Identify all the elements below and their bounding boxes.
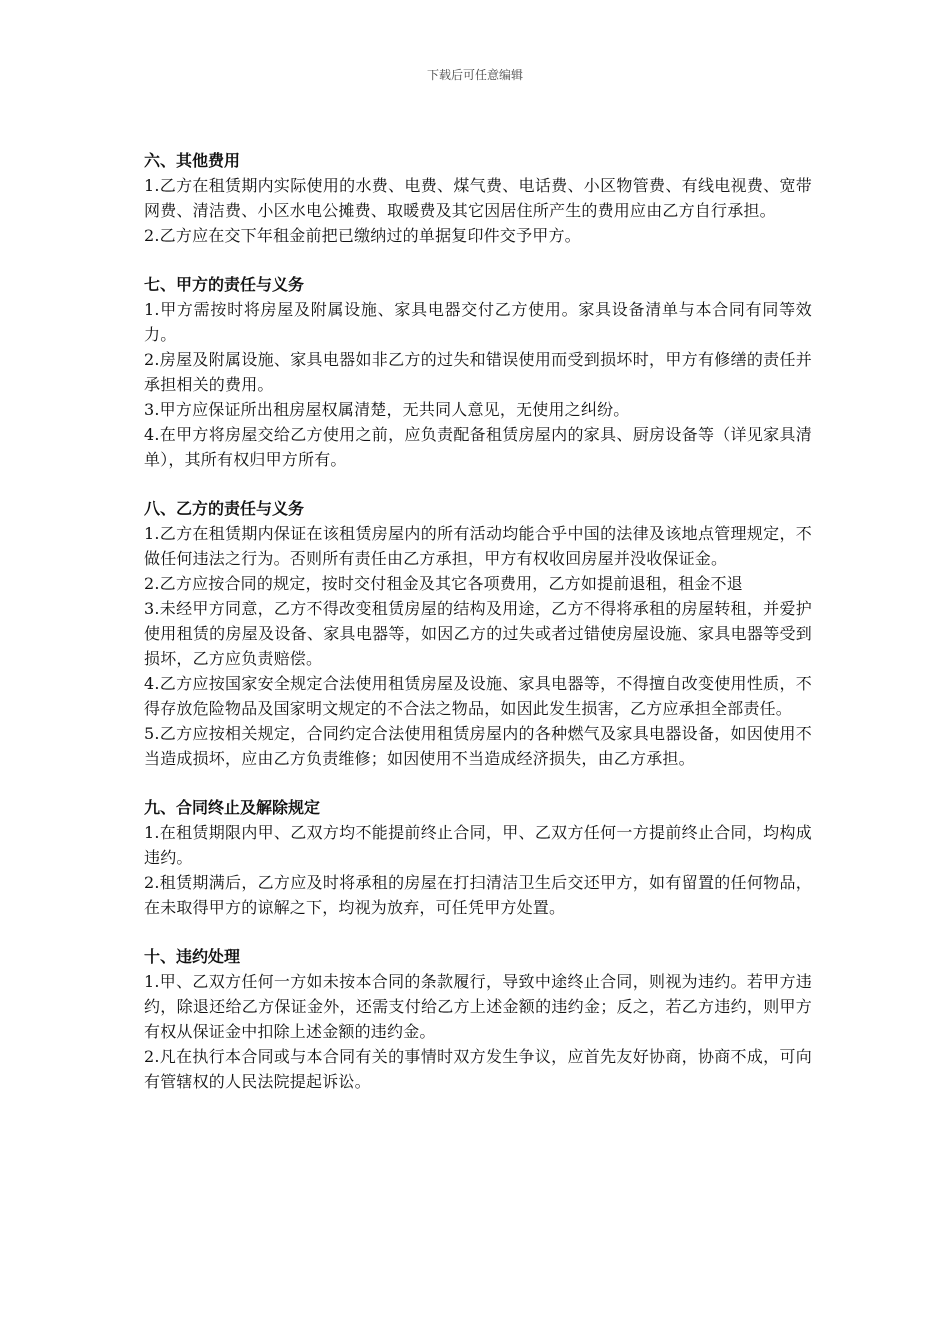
section-other-fees (144, 148, 812, 248)
document-body (144, 148, 812, 1118)
section-title: 七、甲方的责任与义务 (144, 275, 305, 294)
section-title: 八、乙方的责任与义务 (144, 499, 305, 518)
clause: 1.乙方在租赁期内实际使用的水费、电费、煤气费、电话费、小区物管费、有线电视费、宽带网费、清洁费、小区水电公摊费、取暖费及其它因居住所产生的费用应由乙方自行承担。 (144, 176, 812, 220)
clause: 2.乙方应在交下年租金前把已缴纳过的单据复印件交予甲方。 (144, 226, 581, 245)
clause: 2.凡在执行本合同或与本合同有关的事情时双方发生争议，应首先友好协商，协商不成，可向有管辖权的人民法院提起诉讼。 (144, 1047, 812, 1091)
header-note: 下载后可任意编辑 (426, 68, 523, 82)
section-party-a-duties (144, 272, 812, 472)
section-title: 六、其他费用 (144, 151, 241, 170)
clause: 1.甲、乙双方任何一方如未按本合同的条款履行，导致中途终止合同，则视为违约。若甲方违约，除退还给乙方保证金外，还需支付给乙方上述金额的违约金；反之，若乙方违约，则甲方有权从保证金中扣除上述金额的违约金。 (144, 972, 812, 1041)
clause: 1.乙方在租赁期内保证在该租赁房屋内的所有活动均能合乎中国的法律及该地点管理规定，不做任何违法之行为。否则所有责任由乙方承担，甲方有权收回房屋并没收保证金。 (144, 524, 812, 568)
section-title: 九、合同终止及解除规定 (144, 798, 321, 817)
clause: 3.甲方应保证所出租房屋权属清楚，无共同人意见，无使用之纠纷。 (144, 400, 630, 419)
section-title: 十、违约处理 (144, 947, 241, 966)
section-termination (144, 795, 812, 920)
section-party-b-duties (144, 496, 812, 771)
clause: 3.未经甲方同意，乙方不得改变租赁房屋的结构及用途，乙方不得将承租的房屋转租，并爱护使用租赁的房屋及设备、家具电器等，如因乙方的过失或者过错使房屋设施、家具电器等受到损坏，乙方应负责赔偿。 (144, 599, 812, 668)
clause: 4.在甲方将房屋交给乙方使用之前，应负责配备租赁房屋内的家具、厨房设备等（详见家具清单），其所有权归甲方所有。 (144, 425, 812, 469)
clause: 4.乙方应按国家安全规定合法使用租赁房屋及设施、家具电器等，不得擅自改变使用性质，不得存放危险物品及国家明文规定的不合法之物品，如因此发生损害，乙方应承担全部责任。 (144, 674, 812, 718)
clause: 1.甲方需按时将房屋及附属设施、家具电器交付乙方使用。家具设备清单与本合同有同等效力。 (144, 300, 812, 344)
clause: 5.乙方应按相关规定，合同约定合法使用租赁房屋内的各种燃气及家具电器设备，如因使用不当造成损坏，应由乙方负责维修；如因使用不当造成经济损失，由乙方承担。 (144, 724, 812, 768)
clause: 2.房屋及附属设施、家具电器如非乙方的过失和错误使用而受到损坏时，甲方有修缮的责任并承担相关的费用。 (144, 350, 812, 394)
clause: 1.在租赁期限内甲、乙双方均不能提前终止合同，甲、乙双方任何一方提前终止合同，均构成违约。 (144, 823, 812, 867)
clause: 2.乙方应按合同的规定，按时交付租金及其它各项费用，乙方如提前退租，租金不退 (144, 574, 743, 593)
clause: 2.租赁期满后，乙方应及时将承租的房屋在打扫清洁卫生后交还甲方，如有留置的任何物品，在未取得甲方的谅解之下，均视为放弃，可任凭甲方处置。 (144, 873, 812, 917)
section-breach (144, 944, 812, 1094)
